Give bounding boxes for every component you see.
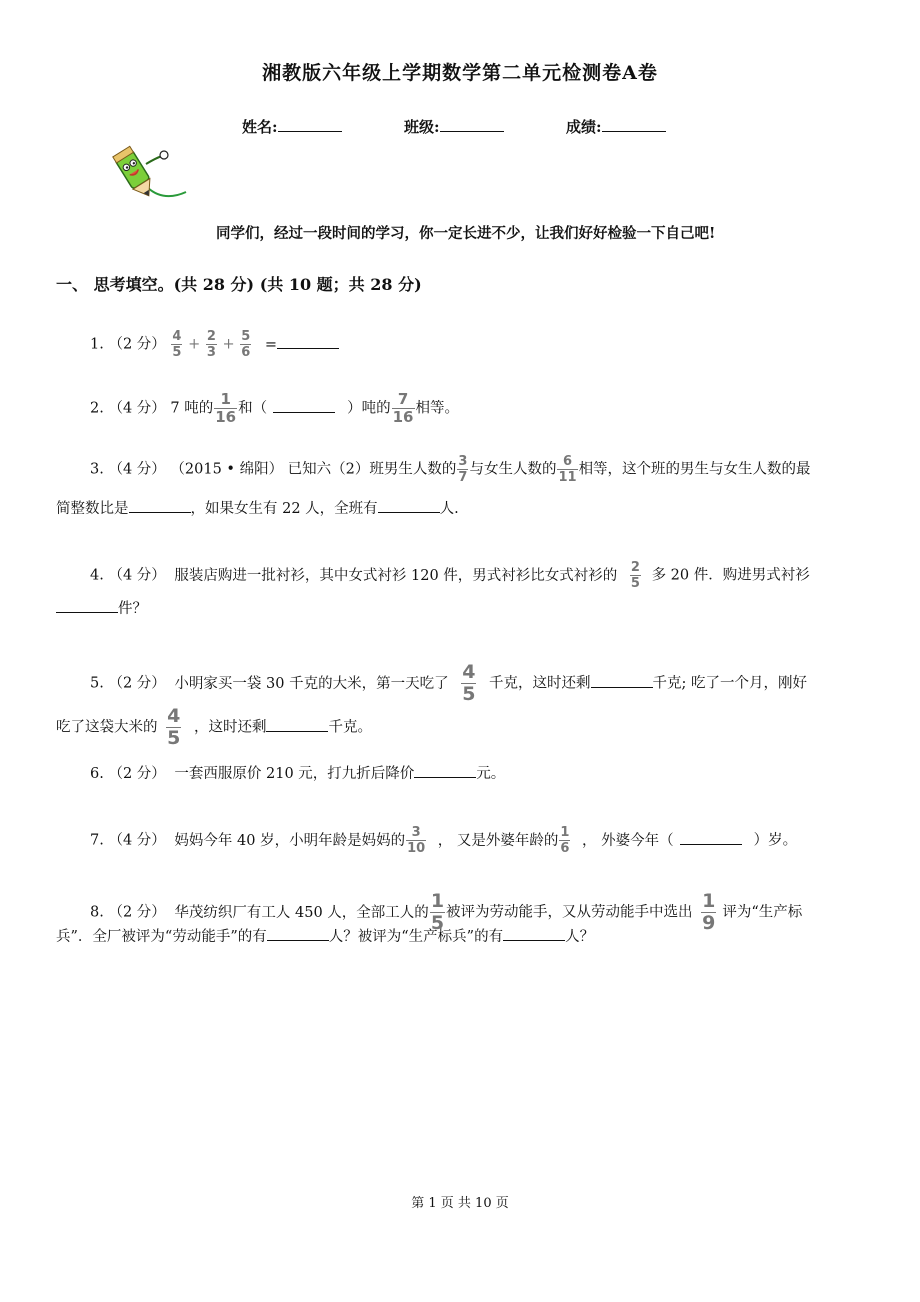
- q4-fraction-1: $\frac{2}{5}$: [630, 560, 640, 591]
- q6-answer-blank[interactable]: [414, 763, 476, 778]
- q8-number: 8.: [90, 904, 104, 921]
- q3-line2-text-2: ，如果女生有 22 人，全班有: [190, 501, 378, 517]
- q3-fraction-2: $\frac{6}{11}$: [558, 454, 577, 485]
- q8-fraction-1: $\frac{1}{5}$: [430, 890, 445, 934]
- question-2: [90, 392, 459, 425]
- section-heading: 一、 思考填空。(共 28 分) (共 10 题；共 28 分): [56, 275, 422, 294]
- q8-text-2: 被评为劳动能手，又从劳动能手中选出: [446, 904, 693, 921]
- page-footer: 第 1 页 共 10 页: [411, 1196, 509, 1211]
- q1-answer-blank[interactable]: [277, 334, 339, 349]
- q1-number: 1.: [90, 336, 104, 353]
- q3-fraction-1: $\frac{3}{7}$: [458, 454, 468, 485]
- q5-text-3: 千克; 吃了一个月，刚好: [652, 675, 808, 692]
- q7-text-1: 妈妈今年 40 岁，小明年龄是妈妈的: [174, 832, 406, 849]
- question-6: [90, 763, 505, 784]
- q7-text-3: ， 外婆今年（: [582, 832, 674, 849]
- q4-line2-text: 件？: [118, 601, 147, 617]
- q8-soldiers-blank[interactable]: [503, 926, 565, 941]
- q1-equals: =: [264, 336, 278, 353]
- class-field[interactable]: [404, 116, 504, 137]
- q7-number: 7.: [90, 832, 104, 849]
- pencil-mascot-icon: [104, 140, 188, 204]
- q5-line2-text-3: 千克。: [328, 719, 372, 736]
- q2-text-2: 和（: [238, 400, 268, 417]
- q2-fraction-2: $\frac{7}{16}$: [392, 390, 414, 426]
- q8-line2-text-2: 人？被评为“生产标兵”的有: [328, 929, 504, 945]
- q5-text-1: 小明家买一袋 30 千克的大米，第一天吃了: [174, 675, 449, 692]
- q1-fraction-1: $\frac{4}{5}$: [172, 329, 182, 360]
- question-1: [90, 330, 339, 359]
- question-3: [90, 455, 811, 484]
- q5-remaining-blank-1[interactable]: [591, 673, 653, 688]
- question-7: [90, 826, 797, 855]
- q5-line2-text-2: ，这时还剩: [193, 719, 267, 736]
- q7-fraction-1: $\frac{3}{10}$: [407, 825, 426, 856]
- q2-text-4: 相等。: [415, 400, 459, 417]
- class-blank[interactable]: [440, 117, 504, 132]
- q1-fraction-2: $\frac{2}{3}$: [206, 329, 216, 360]
- q4-text-2: 多 20 件．购进男式衬衫: [651, 567, 810, 584]
- q8-text-1: 华茂纺织厂有工人 450 人，全部工人的: [174, 904, 429, 921]
- q6-text-1: 一套西服原价 210 元，打九折后降价: [174, 766, 415, 782]
- q2-text-1: 7 吨的: [170, 400, 214, 417]
- score-label: 成绩:: [566, 118, 602, 136]
- q5-number: 5.: [90, 675, 104, 692]
- question-8-line-2: [56, 926, 594, 947]
- q1-plus-1: +: [188, 336, 201, 353]
- name-label: 姓名:: [242, 118, 278, 136]
- q5-fraction-2: $\frac{4}{5}$: [167, 705, 181, 749]
- q3-number: 3.: [90, 461, 104, 478]
- q7-points: （4 分）: [108, 832, 166, 849]
- question-5-line-2: [56, 707, 372, 748]
- q6-text-2: 元。: [476, 766, 506, 782]
- q2-fraction-1: $\frac{1}{16}$: [215, 390, 237, 426]
- q3-points: （4 分）: [108, 461, 166, 478]
- q7-answer-blank[interactable]: [680, 830, 742, 845]
- class-label: 班级:: [404, 118, 440, 136]
- q5-remaining-blank-2[interactable]: [266, 717, 328, 732]
- q4-answer-blank[interactable]: [56, 598, 118, 613]
- q2-number: 2.: [90, 400, 104, 417]
- q4-text-1: 服装店购进一批衬衫，其中女式衬衫 120 件，男式衬衫比女式衬衫的: [174, 567, 618, 584]
- q1-plus-2: +: [222, 336, 235, 353]
- question-4-line-2: [56, 598, 147, 619]
- q8-points: （2 分）: [108, 904, 166, 921]
- q3-total-blank[interactable]: [378, 498, 440, 513]
- q8-line2-text-1: 兵”．全厂被评为“劳动能手”的有: [56, 929, 267, 945]
- question-3-line-2: [56, 498, 459, 519]
- q2-answer-blank[interactable]: [273, 398, 335, 413]
- q2-points: （4 分）: [108, 400, 166, 417]
- name-field[interactable]: [242, 116, 342, 137]
- q7-text-2: ， 又是外婆年龄的: [437, 832, 559, 849]
- q6-points: （2 分）: [108, 766, 166, 782]
- greeting-text: 同学们，经过一段时间的学习，你一定长进不少，让我们好好检验一下自己吧!: [216, 225, 716, 242]
- q7-text-4: ）岁。: [753, 832, 798, 849]
- q6-number: 6.: [90, 766, 104, 782]
- q8-fraction-2: $\frac{1}{9}$: [702, 890, 716, 934]
- score-blank[interactable]: [602, 117, 666, 132]
- q3-text-2: 与女生人数的: [469, 461, 557, 478]
- question-5: [90, 663, 807, 704]
- q1-fraction-3: $\frac{5}{6}$: [241, 329, 251, 360]
- q5-text-2: 千克，这时还剩: [489, 675, 591, 692]
- q4-points: （4 分）: [108, 567, 166, 584]
- q1-points: （2 分）: [108, 336, 166, 353]
- q3-line2-text-3: 人.: [439, 501, 459, 517]
- q5-fraction-1: $\frac{4}{5}$: [462, 661, 476, 705]
- q8-workers-blank[interactable]: [267, 926, 329, 941]
- q3-text-1: （2015 • 绵阳） 已知六（2）班男生人数的: [170, 461, 457, 478]
- q8-line2-text-3: 人？: [565, 929, 595, 945]
- q3-line2-text-1: 简整数比是: [56, 501, 129, 517]
- q4-number: 4.: [90, 567, 104, 584]
- score-field[interactable]: [566, 116, 666, 137]
- q8-text-3: 评为“生产标: [722, 904, 803, 921]
- page-title: 湘教版六年级上学期数学第二单元检测卷A卷: [262, 62, 658, 84]
- question-4: [90, 561, 810, 590]
- name-blank[interactable]: [278, 117, 342, 132]
- q5-points: （2 分）: [108, 675, 166, 692]
- q3-ratio-blank[interactable]: [129, 498, 191, 513]
- q7-fraction-2: $\frac{1}{6}$: [560, 825, 570, 856]
- q3-text-3: 相等，这个班的男生与女生人数的最: [578, 461, 811, 478]
- q2-text-3: ）吨的: [347, 400, 391, 417]
- q5-line2-text-1: 吃了这袋大米的: [56, 719, 158, 736]
